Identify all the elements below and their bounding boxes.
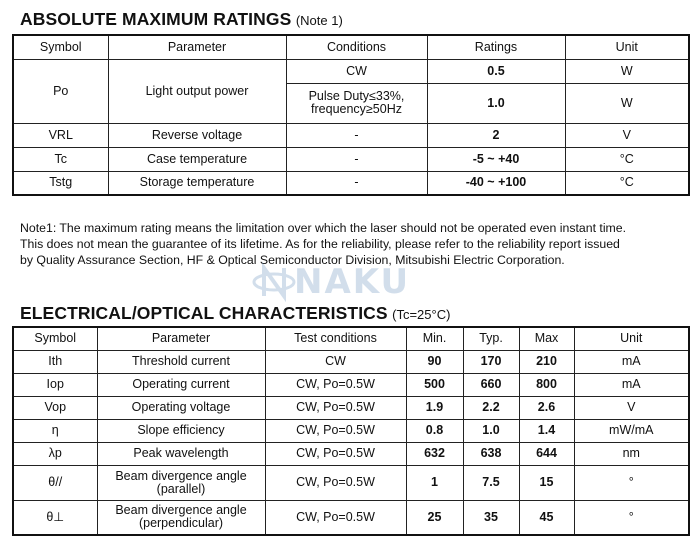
max-cell: 800: [519, 373, 574, 396]
symbol-cell: Vop: [13, 396, 97, 419]
unit-cell: W: [565, 83, 689, 123]
symbol-cell: Iop: [13, 373, 97, 396]
parameter-cell: Operating voltage: [97, 396, 265, 419]
unit-cell: °C: [565, 147, 689, 171]
symbol-cell: Tstg: [13, 171, 108, 195]
table-row: [13, 500, 689, 535]
parameter-cell: Slope efficiency: [97, 419, 265, 442]
table-row: [13, 59, 689, 83]
max-cell: 210: [519, 350, 574, 373]
unit-cell: V: [574, 396, 689, 419]
typ-cell: 660: [463, 373, 519, 396]
header-typ: Typ.: [463, 327, 519, 350]
parameter-cell: Light output power: [108, 59, 286, 123]
parameter-line: Beam divergence angle: [115, 503, 247, 518]
heading-title: ABSOLUTE MAXIMUM RATINGS: [20, 9, 292, 29]
table-row: [13, 350, 689, 373]
unit-cell: mW/mA: [574, 419, 689, 442]
unit-cell: mA: [574, 350, 689, 373]
unit-cell: °: [574, 465, 689, 500]
parameter-cell: Peak wavelength: [97, 442, 265, 465]
condition-cell: CW, Po=0.5W: [265, 373, 406, 396]
header-symbol: Symbol: [13, 327, 97, 350]
unit-cell: mA: [574, 373, 689, 396]
table-row: [13, 171, 689, 195]
watermark-logo: [252, 260, 411, 309]
rating-cell: 2: [427, 123, 565, 147]
header-unit: Unit: [565, 35, 689, 59]
watermark-emblem-icon: [252, 260, 296, 304]
unit-cell: nm: [574, 442, 689, 465]
typ-cell: 638: [463, 442, 519, 465]
table-header-row: [13, 327, 689, 350]
rating-cell: 0.5: [427, 59, 565, 83]
symbol-cell: θ//: [13, 465, 97, 500]
condition-cell: CW, Po=0.5W: [265, 465, 406, 500]
max-cell: 15: [519, 465, 574, 500]
header-conditions: Conditions: [286, 35, 427, 59]
max-cell: 644: [519, 442, 574, 465]
watermark-text: NAKU: [294, 262, 411, 302]
absolute-max-ratings-heading: [20, 9, 343, 30]
parameter-cell: Case temperature: [108, 147, 286, 171]
unit-cell: °: [574, 500, 689, 535]
min-cell: 1: [406, 465, 463, 500]
condition-cell: CW, Po=0.5W: [265, 419, 406, 442]
condition-cell: -: [286, 171, 427, 195]
absolute-max-ratings-table: [12, 34, 690, 196]
symbol-cell: λp: [13, 442, 97, 465]
condition-cell: CW, Po=0.5W: [265, 442, 406, 465]
typ-cell: 2.2: [463, 396, 519, 419]
symbol-cell: Ith: [13, 350, 97, 373]
symbol-cell: VRL: [13, 123, 108, 147]
parameter-cell: Reverse voltage: [108, 123, 286, 147]
electrical-optical-heading: [20, 303, 450, 324]
heading-note: (Note 1): [295, 13, 343, 28]
condition-cell: CW: [265, 350, 406, 373]
parameter-cell: Storage temperature: [108, 171, 286, 195]
parameter-line: Beam divergence angle: [115, 468, 247, 483]
heading-note: (Tc=25°C): [392, 307, 451, 322]
rating-cell: -40 ~ +100: [427, 171, 565, 195]
header-parameter: Parameter: [108, 35, 286, 59]
parameter-cell: Operating current: [97, 373, 265, 396]
condition-cell: [286, 83, 427, 123]
table-header-row: [13, 35, 689, 59]
min-cell: 1.9: [406, 396, 463, 419]
typ-cell: 35: [463, 500, 519, 535]
unit-cell: W: [565, 59, 689, 83]
parameter-cell: [97, 465, 265, 500]
symbol-cell: Tc: [13, 147, 108, 171]
max-cell: 1.4: [519, 419, 574, 442]
header-symbol: Symbol: [13, 35, 108, 59]
condition-line: frequency≥50Hz: [311, 102, 402, 116]
max-cell: 2.6: [519, 396, 574, 419]
header-parameter: Parameter: [97, 327, 265, 350]
header-unit: Unit: [574, 327, 689, 350]
table-row: [13, 373, 689, 396]
condition-cell: CW: [286, 59, 427, 83]
header-ratings: Ratings: [427, 35, 565, 59]
max-cell: 45: [519, 500, 574, 535]
typ-cell: 170: [463, 350, 519, 373]
parameter-cell: Threshold current: [97, 350, 265, 373]
note-line: This does not mean the guarantee of its lifetime. As for the reliability, please refer to the reliability report issued: [20, 237, 620, 251]
condition-cell: -: [286, 147, 427, 171]
table-row: [13, 147, 689, 171]
symbol-cell: Po: [13, 59, 108, 123]
condition-cell: CW, Po=0.5W: [265, 396, 406, 419]
table-row: [13, 442, 689, 465]
table-row: [13, 419, 689, 442]
electrical-optical-table: [12, 326, 690, 536]
rating-cell: -5 ~ +40: [427, 147, 565, 171]
min-cell: 25: [406, 500, 463, 535]
min-cell: 500: [406, 373, 463, 396]
header-test-conditions: Test conditions: [265, 327, 406, 350]
table-row: [13, 123, 689, 147]
parameter-cell: [97, 500, 265, 535]
min-cell: 0.8: [406, 419, 463, 442]
typ-cell: 7.5: [463, 465, 519, 500]
note-line: by Quality Assurance Section, HF & Optical Semiconductor Division, Mitsubishi Electric Corporation.: [20, 253, 565, 267]
note-line: Note1: The maximum rating means the limitation over which the laser should not be operated even instant time.: [20, 221, 627, 235]
typ-cell: 1.0: [463, 419, 519, 442]
table-row: [13, 465, 689, 500]
header-min: Min.: [406, 327, 463, 350]
condition-cell: -: [286, 123, 427, 147]
unit-cell: °C: [565, 171, 689, 195]
parameter-line: (parallel): [156, 481, 206, 496]
condition-cell: CW, Po=0.5W: [265, 500, 406, 535]
symbol-cell: η: [13, 419, 97, 442]
header-max: Max: [519, 327, 574, 350]
table-row: [13, 396, 689, 419]
unit-cell: V: [565, 123, 689, 147]
min-cell: 90: [406, 350, 463, 373]
note-1: [20, 220, 690, 268]
condition-line: Pulse Duty≤33%,: [308, 89, 405, 103]
rating-cell: 1.0: [427, 83, 565, 123]
min-cell: 632: [406, 442, 463, 465]
symbol-cell: θ⊥: [13, 500, 97, 535]
parameter-line: (perpendicular): [138, 516, 224, 531]
heading-title: ELECTRICAL/OPTICAL CHARACTERISTICS: [20, 303, 388, 323]
